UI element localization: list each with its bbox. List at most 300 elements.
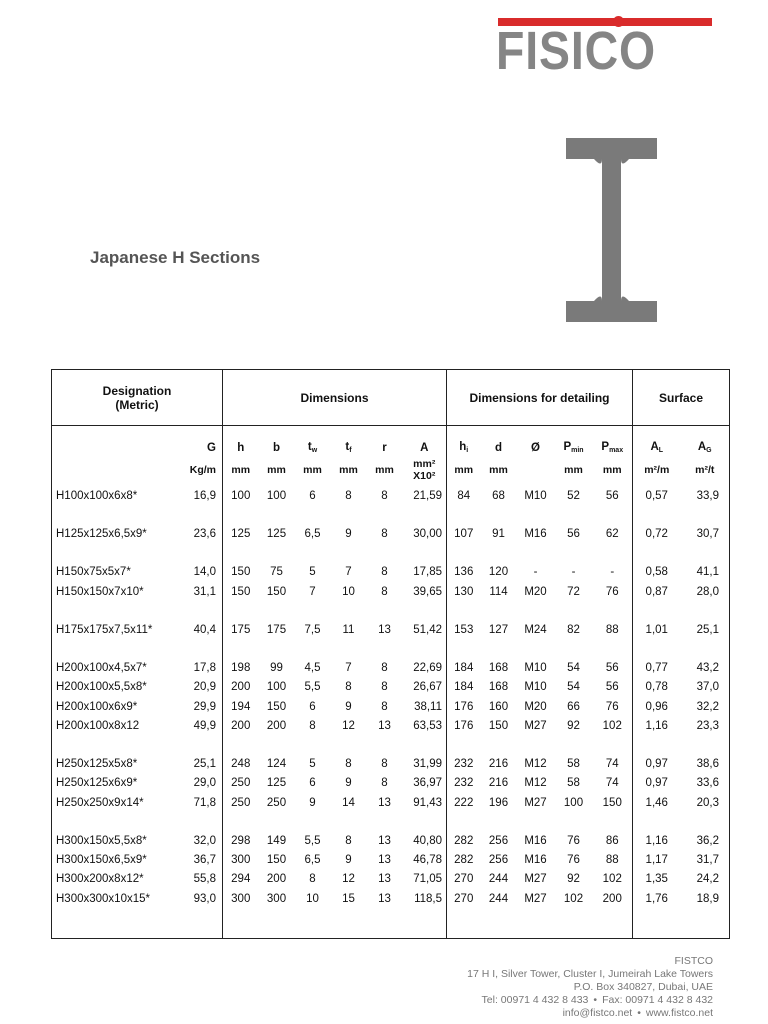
value-cell: 40,4	[172, 620, 223, 639]
dimensions-header: Dimensions	[223, 370, 447, 426]
value-cell: 30,00	[403, 524, 447, 543]
value-cell: 40,80	[403, 831, 447, 850]
footer-phone-line	[467, 994, 713, 1007]
spacer-row	[52, 735, 730, 754]
value-cell	[295, 601, 331, 620]
value-cell: 102	[563, 892, 584, 905]
designation-cell: H200x100x4,5x7*	[52, 659, 172, 678]
value-cell	[633, 601, 681, 620]
table-row	[52, 582, 730, 601]
value-cell: 9	[309, 796, 316, 809]
value-cell: 31,7	[681, 851, 730, 870]
value-cell: 270	[454, 873, 474, 886]
value-cell	[172, 812, 223, 831]
value-cell: 150	[266, 854, 287, 867]
value-cell	[259, 601, 295, 620]
value-cell: 18,9	[681, 889, 730, 908]
designation-cell: H200x100x6x9*	[52, 697, 172, 716]
value-cell: 31,99	[403, 755, 447, 774]
value-cell: 232	[454, 758, 474, 771]
value-cell	[259, 908, 295, 939]
value-cell: 13	[378, 796, 391, 809]
value-cell: 51,42	[403, 620, 447, 639]
value-cell	[555, 735, 593, 754]
value-cell: 136	[454, 566, 474, 579]
value-cell: 28,0	[681, 582, 730, 601]
spacer-row	[52, 505, 730, 524]
value-cell: 200	[266, 719, 287, 732]
value-cell: 6,5	[304, 527, 321, 540]
value-cell: 36,2	[681, 831, 730, 850]
symbol-header: $P_{min}$	[563, 441, 584, 454]
value-cell	[593, 601, 633, 620]
value-cell: 184	[454, 662, 474, 675]
value-cell	[555, 812, 593, 831]
table-body	[52, 486, 730, 939]
value-cell: 52	[567, 489, 580, 502]
value-cell	[481, 640, 517, 659]
value-cell: 13	[378, 623, 391, 636]
value-cell	[481, 812, 517, 831]
value-cell	[681, 812, 730, 831]
footer-website[interactable]: www.fistco.net	[645, 1007, 713, 1019]
value-cell: 256	[488, 834, 509, 847]
value-cell	[447, 640, 481, 659]
value-cell	[681, 544, 730, 563]
value-cell	[593, 812, 633, 831]
designation-cell	[52, 601, 172, 620]
value-cell: 74	[593, 755, 633, 774]
footer-address-1: 17 H I, Silver Tower, Cluster I, Jumeirah Lake Towers	[467, 968, 713, 980]
value-cell: 25,1	[172, 755, 223, 774]
designation-cell: H300x300x10x15*	[52, 889, 172, 908]
symbol-row	[52, 426, 730, 455]
value-cell	[517, 908, 555, 939]
value-cell: 6,5	[304, 854, 321, 867]
value-cell: 91,43	[403, 793, 447, 812]
value-cell	[367, 812, 403, 831]
value-cell: 8	[345, 489, 352, 502]
value-cell: 36,7	[172, 851, 223, 870]
spacer-row	[52, 908, 730, 939]
value-cell: 17,8	[172, 659, 223, 678]
value-cell	[403, 812, 447, 831]
table-row	[52, 889, 730, 908]
value-cell	[447, 505, 481, 524]
value-cell: 25,1	[681, 620, 730, 639]
value-cell	[331, 640, 367, 659]
value-cell: 58	[567, 777, 580, 790]
value-cell: 100	[563, 796, 584, 809]
value-cell: M16	[524, 854, 547, 867]
value-cell: 125	[266, 527, 287, 540]
value-cell	[223, 735, 259, 754]
value-cell	[172, 601, 223, 620]
value-cell: M27	[524, 873, 547, 886]
value-cell: 17,85	[403, 563, 447, 582]
value-cell: M20	[524, 585, 547, 598]
value-cell	[295, 544, 331, 563]
value-cell: 0,72	[645, 527, 668, 540]
value-cell: 222	[454, 796, 474, 809]
value-cell: 4,5	[304, 662, 321, 675]
value-cell	[481, 505, 517, 524]
value-cell: 114	[489, 585, 508, 598]
value-cell: 21,59	[403, 486, 447, 505]
value-cell: 124	[266, 758, 287, 771]
value-cell: 91	[492, 527, 505, 540]
value-cell: M12	[524, 777, 547, 790]
value-cell: 36,97	[403, 774, 447, 793]
value-cell: 20,3	[681, 793, 730, 812]
unit-header: mm	[375, 464, 394, 476]
designation-cell: H300x150x6,5x9*	[52, 851, 172, 870]
value-cell	[633, 812, 681, 831]
value-cell: 300	[231, 892, 251, 905]
value-cell: 6	[309, 700, 316, 713]
value-cell	[681, 601, 730, 620]
symbol-header: $A_G$	[681, 426, 730, 455]
value-cell: 200	[231, 719, 251, 732]
value-cell: 23,6	[172, 524, 223, 543]
value-cell	[172, 735, 223, 754]
value-cell: 232	[454, 777, 474, 790]
table-row	[52, 755, 730, 774]
value-cell: 12	[342, 873, 355, 886]
designation-cell: H100x100x6x8*	[52, 486, 172, 505]
value-cell: 250	[266, 796, 287, 809]
value-cell: 0,97	[645, 758, 668, 771]
symbol-header: A	[403, 426, 447, 455]
value-cell: 150	[593, 793, 633, 812]
value-cell: 8	[381, 700, 388, 713]
table-row	[52, 851, 730, 870]
table-row	[52, 486, 730, 505]
value-cell: 282	[454, 834, 474, 847]
spacer-row	[52, 640, 730, 659]
unit-header: mm	[231, 464, 251, 476]
value-cell: 74	[593, 774, 633, 793]
unit-header: mm	[339, 464, 358, 476]
value-cell: 298	[231, 834, 251, 847]
value-cell: M20	[524, 700, 547, 713]
unit-header: mm	[267, 464, 286, 476]
value-cell	[681, 735, 730, 754]
symbol-header: $P_{max}$	[593, 426, 633, 455]
value-cell: 26,67	[403, 678, 447, 697]
value-cell: 76	[567, 834, 580, 847]
value-cell	[681, 505, 730, 524]
value-cell: 32,0	[172, 831, 223, 850]
value-cell	[403, 544, 447, 563]
value-cell: 5	[309, 758, 316, 771]
value-cell: 55,8	[172, 870, 223, 889]
value-cell	[367, 544, 403, 563]
value-cell	[593, 735, 633, 754]
table-row	[52, 716, 730, 735]
value-cell: 41,1	[681, 563, 730, 582]
value-cell: 56	[593, 486, 633, 505]
value-cell: 282	[454, 854, 474, 867]
value-cell	[223, 601, 259, 620]
value-cell	[331, 544, 367, 563]
unit-header: mm	[303, 464, 322, 476]
value-cell: 194	[231, 700, 251, 713]
value-cell: 7	[345, 662, 352, 675]
value-cell: 68	[492, 489, 505, 502]
value-cell: 176	[454, 700, 474, 713]
value-cell: 1,35	[645, 873, 668, 886]
bullet-separator: •	[593, 994, 598, 1006]
sections-table	[51, 369, 730, 939]
value-cell: 176	[454, 719, 474, 732]
company-logo	[496, 16, 712, 81]
value-cell	[633, 544, 681, 563]
value-cell: M10	[524, 681, 547, 694]
table-row	[52, 697, 730, 716]
value-cell: 46,78	[403, 851, 447, 870]
symbol-header: d	[494, 442, 503, 454]
value-cell: 13	[378, 873, 391, 886]
value-cell: 150	[266, 700, 287, 713]
value-cell	[481, 735, 517, 754]
value-cell: 7	[345, 566, 352, 579]
value-cell: 294	[231, 873, 251, 886]
value-cell	[593, 544, 633, 563]
value-cell: 244	[488, 892, 509, 905]
value-cell	[259, 544, 295, 563]
value-cell: 149	[266, 834, 287, 847]
table-row	[52, 678, 730, 697]
value-cell: 8	[381, 777, 388, 790]
symbol-header: $h_i$	[459, 441, 469, 454]
value-cell: 33,6	[681, 774, 730, 793]
unit-header: mm	[564, 464, 583, 476]
value-cell: 150	[488, 719, 509, 732]
value-cell	[403, 601, 447, 620]
value-cell: 100	[266, 681, 287, 694]
value-cell	[555, 505, 593, 524]
designation-cell: H250x125x5x8*	[52, 755, 172, 774]
designation-cell	[52, 505, 172, 524]
value-cell: 125	[266, 777, 287, 790]
value-cell	[259, 505, 295, 524]
value-cell: 130	[454, 585, 474, 598]
value-cell	[223, 812, 259, 831]
table-header	[52, 370, 730, 487]
footer-web-line	[467, 1007, 713, 1020]
value-cell: M16	[524, 834, 547, 847]
value-cell: 300	[266, 892, 287, 905]
value-cell: 99	[270, 662, 283, 675]
value-cell	[259, 735, 295, 754]
value-cell: 76	[593, 582, 633, 601]
table-row	[52, 563, 730, 582]
value-cell: 20,9	[172, 678, 223, 697]
value-cell: 71,05	[403, 870, 447, 889]
value-cell	[593, 505, 633, 524]
symbol-header: $t_w$	[307, 441, 318, 454]
value-cell: 8	[381, 566, 388, 579]
value-cell: M27	[524, 719, 547, 732]
value-cell: 84	[457, 489, 471, 502]
value-cell	[295, 908, 331, 939]
value-cell	[447, 908, 481, 939]
designation-cell: H300x200x8x12*	[52, 870, 172, 889]
value-cell	[447, 601, 481, 620]
bullet-separator: •	[637, 1007, 641, 1019]
value-cell: 7	[309, 585, 316, 598]
designation-cell: H300x150x5,5x8*	[52, 831, 172, 850]
value-cell	[447, 735, 481, 754]
value-cell	[331, 908, 367, 939]
value-cell: 160	[488, 700, 509, 713]
value-cell: 8	[345, 834, 352, 847]
value-cell: -	[593, 563, 633, 582]
value-cell: 8	[381, 527, 388, 540]
value-cell: 49,9	[172, 716, 223, 735]
value-cell: 54	[567, 662, 580, 675]
value-cell: M27	[524, 796, 547, 809]
table-row	[52, 831, 730, 850]
value-cell: 54	[567, 681, 580, 694]
value-cell	[447, 812, 481, 831]
designation-cell	[52, 735, 172, 754]
value-cell: 5,5	[304, 681, 321, 694]
value-cell	[367, 735, 403, 754]
symbol-header: $t_f$	[345, 441, 352, 454]
value-cell	[295, 812, 331, 831]
table-row	[52, 620, 730, 639]
value-cell: 92	[567, 873, 580, 886]
value-cell: 82	[567, 623, 580, 636]
value-cell: 66	[567, 700, 580, 713]
value-cell: 102	[593, 716, 633, 735]
company-footer	[467, 955, 713, 1020]
value-cell	[403, 640, 447, 659]
value-cell: 1,17	[645, 854, 668, 867]
value-cell	[517, 735, 555, 754]
designation-cell	[52, 544, 172, 563]
designation-header: Designation (Metric)	[52, 370, 223, 426]
value-cell: 43,2	[681, 659, 730, 678]
symbol-header: G	[172, 426, 223, 455]
value-cell: 56	[593, 678, 633, 697]
value-cell: 14	[342, 796, 355, 809]
value-cell: 62	[593, 524, 633, 543]
value-cell: M10	[524, 489, 547, 502]
value-cell: 120	[488, 566, 509, 579]
designation-cell	[52, 640, 172, 659]
value-cell: 8	[381, 681, 388, 694]
value-cell: 9	[345, 527, 352, 540]
value-cell: 7,5	[304, 623, 321, 636]
value-cell: 13	[378, 834, 391, 847]
value-cell: 10	[342, 585, 355, 598]
footer-email[interactable]: info@fistco.net	[562, 1007, 633, 1019]
table-row	[52, 659, 730, 678]
value-cell: M10	[524, 662, 547, 675]
designation-cell	[52, 908, 172, 939]
value-cell: 10	[306, 892, 319, 905]
value-cell	[555, 601, 593, 620]
value-cell	[517, 640, 555, 659]
value-cell	[172, 640, 223, 659]
value-cell: 127	[488, 623, 509, 636]
value-cell	[223, 505, 259, 524]
value-cell: 11	[342, 623, 355, 636]
value-cell: 200	[593, 889, 633, 908]
value-cell: 13	[378, 892, 391, 905]
value-cell: 12	[342, 719, 355, 732]
value-cell: 150	[231, 585, 251, 598]
value-cell	[367, 640, 403, 659]
value-cell	[331, 601, 367, 620]
value-cell: 168	[488, 681, 509, 694]
value-cell: 1,16	[645, 834, 668, 847]
table-row	[52, 870, 730, 889]
table-row	[52, 524, 730, 543]
value-cell: 16,9	[172, 486, 223, 505]
symbol-header: $A_L$	[650, 441, 664, 454]
unit-header: mm² X10²	[403, 454, 447, 486]
value-cell: 24,2	[681, 870, 730, 889]
value-cell: 1,76	[645, 892, 668, 905]
value-cell: 22,69	[403, 659, 447, 678]
footer-fax: Fax: 00971 4 432 8 432	[602, 994, 713, 1006]
value-cell: 0,96	[645, 700, 668, 713]
value-cell: 13	[378, 719, 391, 732]
value-cell: 270	[454, 892, 474, 905]
value-cell: 9	[345, 777, 352, 790]
value-cell	[223, 544, 259, 563]
value-cell	[555, 908, 593, 939]
value-cell	[403, 505, 447, 524]
value-cell: 256	[488, 854, 509, 867]
value-cell: 93,0	[172, 889, 223, 908]
value-cell: 23,3	[681, 716, 730, 735]
value-cell: 118,5	[403, 889, 447, 908]
symbol-header: b	[272, 442, 281, 454]
value-cell: 200	[266, 873, 287, 886]
unit-header	[517, 454, 555, 486]
value-cell: 56	[567, 527, 580, 540]
value-cell: 38,6	[681, 755, 730, 774]
value-cell: 1,16	[645, 719, 668, 732]
value-cell	[481, 908, 517, 939]
value-cell: 30,7	[681, 524, 730, 543]
value-cell	[403, 908, 447, 939]
value-cell: 250	[231, 777, 251, 790]
value-cell: 250	[231, 796, 251, 809]
value-cell	[367, 908, 403, 939]
value-cell	[223, 640, 259, 659]
value-cell: 100	[266, 489, 287, 502]
designation-cell: H200x100x5,5x8*	[52, 678, 172, 697]
value-cell: 0,77	[645, 662, 668, 675]
value-cell: 9	[345, 854, 352, 867]
value-cell: 6	[309, 489, 316, 502]
unit-header: mm	[454, 464, 474, 476]
spacer-row	[52, 812, 730, 831]
value-cell	[555, 640, 593, 659]
value-cell: 8	[381, 489, 388, 502]
value-cell: 175	[266, 623, 287, 636]
value-cell: 72	[567, 585, 580, 598]
value-cell	[331, 812, 367, 831]
value-cell: 56	[593, 659, 633, 678]
value-cell: 196	[488, 796, 509, 809]
